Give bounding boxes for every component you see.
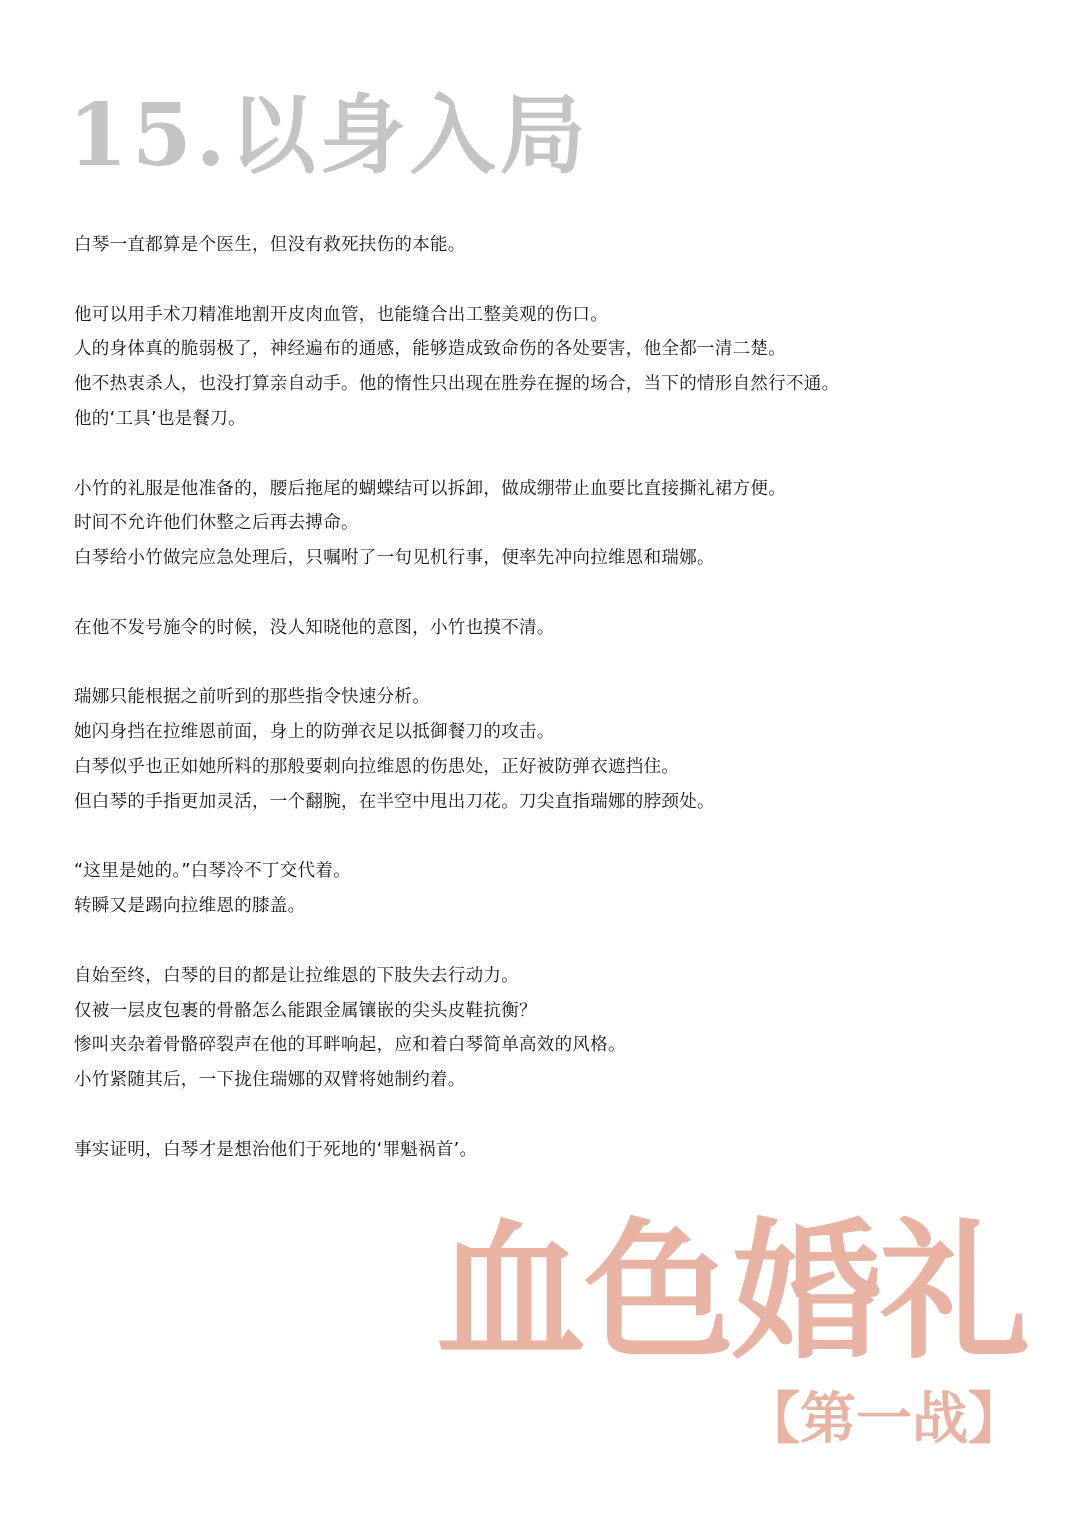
paragraph-line: 小竹的礼服是他准备的，腰后拖尾的蝴蝶结可以拆卸，做成绷带止血要比直接撕礼裙方便。 — [74, 478, 786, 499]
paragraph-gap — [74, 263, 1034, 298]
series-title: 血色婚礼 — [435, 1204, 1028, 1380]
paragraph-line: 白琴一直都算是个医生，但没有救死扶伤的本能。 — [74, 235, 466, 255]
paragraph-line: 但白琴的手指更加灵活，一个翻腕，在半空中甩出刀花。刀尖直指瑞娜的脖颈处。 — [74, 791, 715, 812]
paragraph-line: 事实证明，白琴才是想治他们于死地的‘罪魁祸首’。 — [74, 1139, 478, 1160]
paragraph-line: 小竹紧随其后，一下拢住瑞娜的双臂将她制约着。 — [74, 1070, 466, 1091]
paragraph-line: 惨叫夹杂着骨骼碎裂声在他的耳畔响起，应和着白琴简单高效的风格。 — [74, 1035, 626, 1056]
chapter-title: 15.以身入局 — [68, 85, 590, 186]
paragraph-gap — [74, 646, 1034, 681]
paragraph-line: 他可以用手术刀精准地割开皮肉血管，也能缝合出工整美观的伤口。 — [74, 304, 608, 325]
series-subtitle: 【第一战】 — [744, 1386, 1024, 1452]
paragraph-gap — [74, 576, 1034, 611]
paragraph-gap — [74, 820, 1034, 855]
paragraph-line: 白琴似乎也正如她所料的那般要刺向拉维恩的伤患处，正好被防弹衣遮挡住。 — [74, 756, 680, 777]
paragraph-gap — [74, 924, 1034, 959]
paragraph-line: 人的身体真的脆弱极了，神经遍布的通感，能够造成致命伤的各处要害，他全都一清二楚。 — [74, 339, 786, 360]
paragraph-line: “这里是她的。”白琴冷不丁交代着。 — [74, 861, 351, 882]
paragraph-line: 他不热衷杀人，也没打算亲自动手。他的惰性只出现在胜券在握的场合，当下的情形自然行不通。 — [74, 374, 840, 395]
paragraph-line: 仅被一层皮包裹的骨骼怎么能跟金属镶嵌的尖头皮鞋抗衡？ — [74, 1000, 537, 1021]
paragraph-line: 她闪身挡在拉维恩前面，身上的防弹衣足以抵御餐刀的攻击。 — [74, 722, 555, 743]
paragraph-line: 时间不允许他们休整之后再去搏命。 — [74, 513, 359, 534]
paragraph-line: 在他不发号施令的时候，没人知晓他的意图，小竹也摸不清。 — [74, 617, 555, 638]
paragraph-gap — [74, 1098, 1034, 1133]
paragraph-gap — [74, 437, 1034, 472]
paragraph-line: 转瞬又是踢向拉维恩的膝盖。 — [74, 896, 306, 917]
chapter-body — [74, 228, 1034, 1168]
paragraph-line: 瑞娜只能根据之前听到的那些指令快速分析。 — [74, 687, 430, 708]
paragraph-line: 自始至终，白琴的目的都是让拉维恩的下肢失去行动力。 — [74, 965, 519, 986]
paragraph-line: 白琴给小竹做完应急处理后，只嘱咐了一句见机行事，便率先冲向拉维恩和瑞娜。 — [74, 548, 715, 569]
paragraph-line: 他的‘工具’也是餐刀。 — [74, 408, 246, 429]
